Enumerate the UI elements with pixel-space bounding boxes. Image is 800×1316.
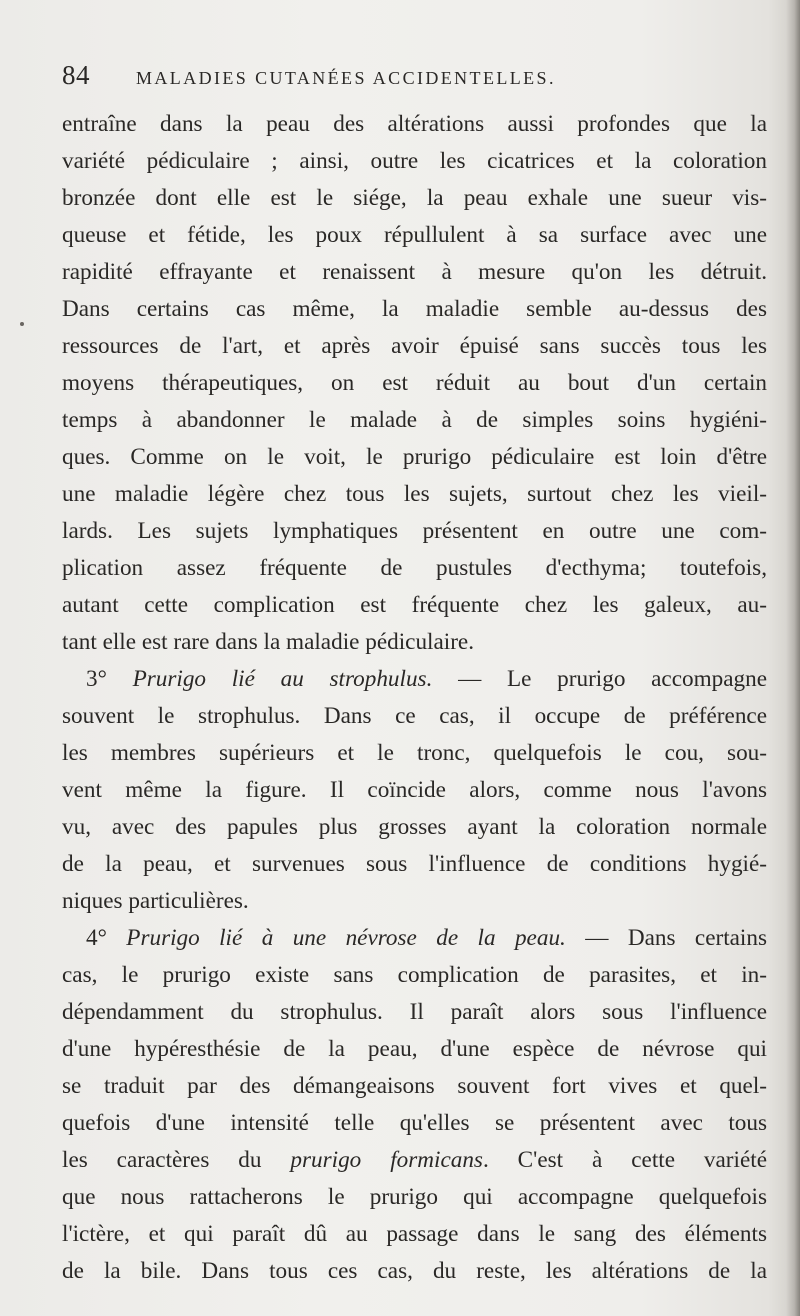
text-fragment: — Dans certains <box>565 925 767 951</box>
italic-term: prurigo formicans <box>290 1147 483 1173</box>
text-line: entraîne dans la peau des altérations aussi profondes que la <box>62 111 767 137</box>
page-header <box>62 60 762 96</box>
page-edge-shadow <box>786 0 800 1316</box>
text-line: variété pédiculaire ; ainsi, outre les cicatrices et la coloration <box>62 148 767 174</box>
text-line: bronzée dont elle est le siége, la peau exhale une sueur vis- <box>62 185 767 211</box>
text-line: dépendamment du strophulus. Il paraît alors sous l'influence <box>62 999 767 1025</box>
text-line: plication assez fréquente de pustules d'ecthyma; toutefois, <box>62 555 767 581</box>
text-line: queuse et fétide, les poux répullulent à sa surface avec une <box>62 222 767 248</box>
text-line: d'une hypéresthésie de la peau, d'une espèce de névrose qui <box>62 1036 767 1062</box>
text-line: rapidité effrayante et renaissent à mesure qu'on les détruit. <box>62 259 767 285</box>
section-number: 3° <box>86 666 107 692</box>
text-line: temps à abandonner le malade à de simples soins hygiéni- <box>62 407 767 433</box>
text-line: l'ictère, et qui paraît dû au passage dans le sang des éléments <box>62 1221 767 1247</box>
text-line: moyens thérapeutiques, on est réduit au bout d'un certain <box>62 370 767 396</box>
text-line: quefois d'une intensité telle qu'elles se présentent avec tous <box>62 1110 767 1136</box>
page-number: 84 <box>62 60 90 90</box>
section-title: Prurigo lié au strophulus. <box>132 666 433 692</box>
section-title: Prurigo lié à une névrose de la peau. <box>126 925 566 951</box>
text-fragment: — Le prurigo accompagne <box>432 666 767 692</box>
text-line: se traduit par des démangeaisons souvent fort vives et quel- <box>62 1073 767 1099</box>
running-head: MALADIES CUTANÉES ACCIDENTELLES. <box>136 68 556 88</box>
ink-speck <box>20 322 24 326</box>
text-line: lards. Les sujets lymphatiques présentent en outre une com- <box>62 518 767 544</box>
text-line: tant elle est rare dans la maladie pédiculaire. <box>62 629 475 655</box>
text-line: que nous rattacherons le prurigo qui accompagne quelquefois <box>62 1184 767 1210</box>
text-line: de la bile. Dans tous ces cas, du reste, les altérations de la <box>62 1258 767 1284</box>
text-line: de la peau, et survenues sous l'influence de conditions hygié- <box>62 851 767 877</box>
text-line: vu, avec des papules plus grosses ayant la coloration normale <box>62 814 767 840</box>
text-fragment: . C'est à cette variété <box>482 1147 767 1173</box>
text-line: cas, le prurigo existe sans complication de parasites, et in- <box>62 962 767 988</box>
section-number: 4° <box>86 925 107 951</box>
section-heading-line <box>62 661 767 698</box>
text-line: autant cette complication est fréquente chez les galeux, au- <box>62 592 767 618</box>
text-line: Dans certains cas même, la maladie semble au-dessus des <box>62 296 767 322</box>
text-line: ques. Comme on le voit, le prurigo pédiculaire est loin d'être <box>62 444 767 470</box>
text-line: une maladie légère chez tous les sujets, surtout chez les vieil- <box>62 481 767 507</box>
text-line: ressources de l'art, et après avoir épuisé sans succès tous les <box>62 333 767 359</box>
body-text <box>62 106 767 1290</box>
section-heading-line <box>62 920 767 957</box>
text-line: souvent le strophulus. Dans ce cas, il occupe de préférence <box>62 703 767 729</box>
text-line: vent même la figure. Il coïncide alors, comme nous l'avons <box>62 777 767 803</box>
text-line: niques particulières. <box>62 888 249 914</box>
text-line <box>62 1142 767 1179</box>
text-line: les membres supérieurs et le tronc, quelquefois le cou, sou- <box>62 740 767 766</box>
text-fragment: les caractères du <box>62 1147 291 1173</box>
